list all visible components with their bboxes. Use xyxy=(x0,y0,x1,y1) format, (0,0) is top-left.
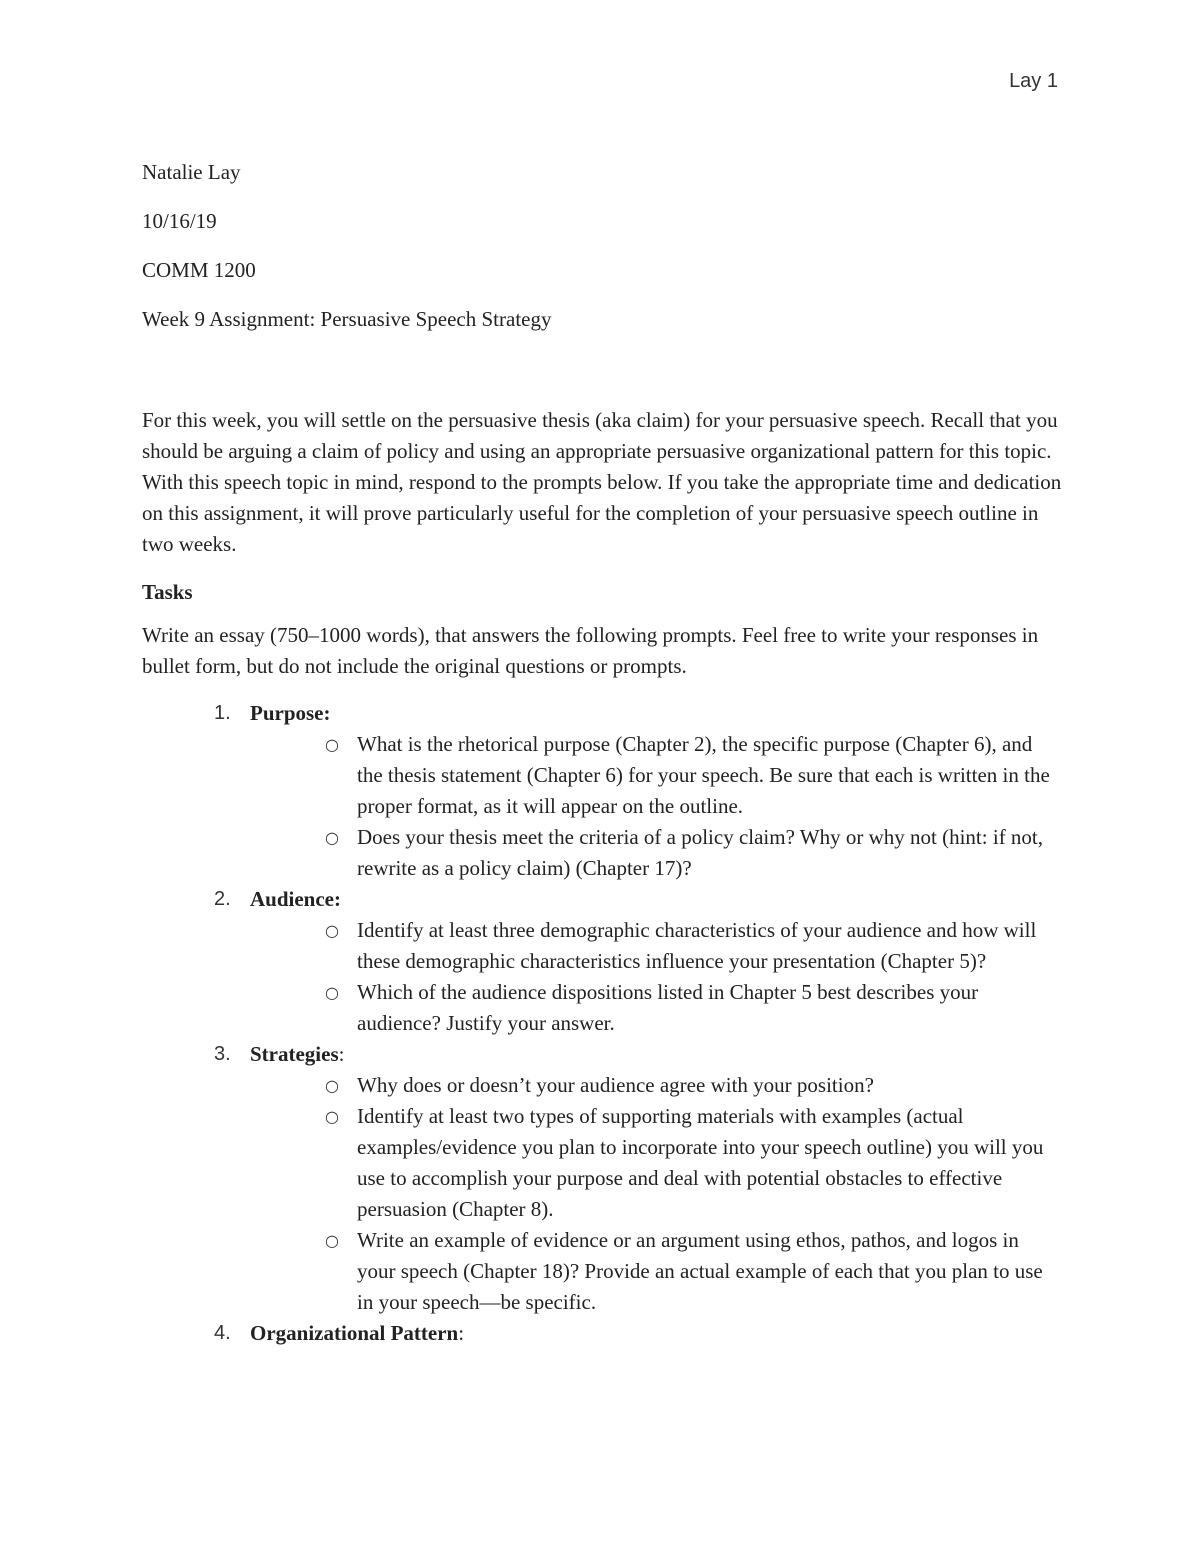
circle-bullet-icon: ○ xyxy=(325,983,339,1002)
prompt-title: Organizational Pattern xyxy=(250,1321,459,1345)
sub-item xyxy=(250,915,1062,977)
tasks-description: Write an essay (750–1000 words), that answers the following prompts. Feel free to write your responses in bullet form, but do not include the original questions or prompts. xyxy=(142,623,1039,678)
sub-item-text: Identify at least two types of supporting materials with examples (actual examples/evidence you plan to incorporate into your speech outline) you will you use to accomplish your purpose and deal with potential obstacles to effective persuasion (Chapter 8). xyxy=(357,1104,1044,1221)
list-number: 2. xyxy=(214,888,231,910)
sub-item xyxy=(250,1101,1062,1225)
sub-item-text: Does your thesis meet the criteria of a policy claim? Why or why not (hint: if not, rewrite as a policy claim) (Chapter 17)? xyxy=(357,825,1044,880)
circle-bullet-icon: ○ xyxy=(325,921,339,940)
sub-item-text: Identify at least three demographic characteristics of your audience and how will these demographic characteristics influence your presentation (Chapter 5)? xyxy=(357,918,1037,973)
circle-bullet-icon: ○ xyxy=(325,1231,339,1250)
sub-item-text: Write an example of evidence or an argument using ethos, pathos, and logos in your speech (Chapter 18)? Provide an actual example of each that you plan to use in your speech—be specific. xyxy=(357,1228,1043,1314)
sub-item xyxy=(250,822,1062,884)
sub-list xyxy=(250,729,1062,884)
prompt-title-suffix: : xyxy=(338,1042,345,1066)
tasks-heading: Tasks xyxy=(142,580,193,604)
list-number: 4. xyxy=(214,1322,231,1344)
intro-paragraph: For this week, you will settle on the persuasive thesis (aka claim) for your persuasive speech. Recall that you should be arguing a claim of policy and using an appropriate persuasive organizational pattern for this topic. With this speech topic in mind, respond to the prompts below. If you take the appropriate time and dedication on this assignment, it will prove particularly useful for the completion of your persuasive speech outline in two weeks. xyxy=(142,408,1062,556)
page-header-number: Lay 1 xyxy=(1009,70,1058,92)
document-body xyxy=(142,405,1062,1349)
sub-item xyxy=(250,729,1062,822)
sub-item xyxy=(250,977,1062,1039)
sub-item-text: Why does or doesn’t your audience agree with your position? xyxy=(357,1073,874,1097)
sub-item xyxy=(250,1070,1062,1101)
document-date: 10/16/19 xyxy=(142,209,217,233)
sub-item-text: Which of the audience dispositions listed in Chapter 5 best describes your audience? Justify your answer. xyxy=(357,980,979,1035)
sub-list xyxy=(250,915,1062,1039)
prompt-title: Purpose: xyxy=(250,701,331,725)
prompt-title-suffix: : xyxy=(458,1321,465,1345)
prompt-item xyxy=(142,698,1062,884)
circle-bullet-icon: ○ xyxy=(325,735,339,754)
prompt-title: Strategies xyxy=(250,1042,339,1066)
course-code: COMM 1200 xyxy=(142,258,256,282)
circle-bullet-icon: ○ xyxy=(325,1107,339,1126)
sub-item-text: What is the rhetorical purpose (Chapter 2), the specific purpose (Chapter 6), and the thesis statement (Chapter 6) for your speech. Be sure that each is written in the proper format, as it will appear on the outline. xyxy=(357,732,1050,818)
circle-bullet-icon: ○ xyxy=(325,1076,339,1095)
list-number: 3. xyxy=(214,1043,231,1065)
author-name: Natalie Lay xyxy=(142,160,241,184)
assignment-title: Week 9 Assignment: Persuasive Speech Strategy xyxy=(142,307,552,331)
prompt-list xyxy=(142,698,1062,1349)
list-number: 1. xyxy=(214,702,231,724)
sub-item xyxy=(250,1225,1062,1318)
circle-bullet-icon: ○ xyxy=(325,828,339,847)
prompt-item xyxy=(142,884,1062,1039)
sub-list xyxy=(250,1070,1062,1318)
prompt-item xyxy=(142,1318,1062,1349)
prompt-title: Audience: xyxy=(250,887,341,911)
prompt-item xyxy=(142,1039,1062,1318)
